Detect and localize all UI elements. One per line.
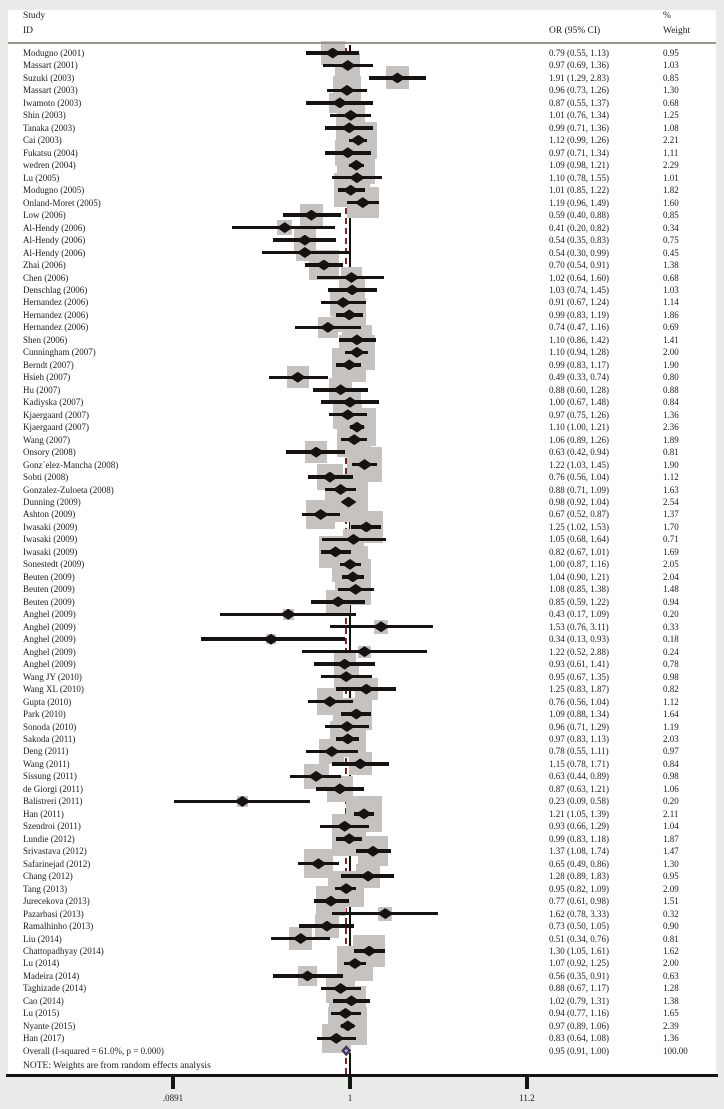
study-id-label: Massart (2001) bbox=[23, 60, 78, 71]
study-id-label: Madeira (2014) bbox=[23, 970, 80, 981]
column-header-percent: % bbox=[663, 11, 671, 21]
or-ci-label: 1.30 (1.05, 1.61) bbox=[549, 946, 609, 957]
weight-label: 0.63 bbox=[663, 970, 679, 981]
study-id-label: Hernandez (2006) bbox=[23, 309, 89, 320]
or-ci-label: 0.87 (0.63, 1.21) bbox=[549, 783, 609, 794]
or-ci-label: 1.07 (0.92, 1.25) bbox=[549, 958, 609, 969]
study-id-label: Tanaka (2003) bbox=[23, 122, 76, 133]
or-ci-label: 0.91 (0.67, 1.24) bbox=[549, 297, 609, 308]
weight-label: 1.06 bbox=[663, 783, 679, 794]
weight-label: 1.25 bbox=[663, 110, 679, 121]
weight-label: 2.00 bbox=[663, 958, 679, 969]
weight-label: 0.84 bbox=[663, 397, 679, 408]
study-id-label: Liu (2014) bbox=[23, 933, 62, 944]
or-ci-label: 0.93 (0.66, 1.29) bbox=[549, 821, 609, 832]
weight-label: 0.78 bbox=[663, 659, 679, 670]
or-ci-label: 0.34 (0.13, 0.93) bbox=[549, 634, 609, 645]
column-header-or: OR (95% CI) bbox=[549, 26, 601, 36]
weight-label: 0.24 bbox=[663, 646, 679, 657]
weight-label: 1.38 bbox=[663, 260, 679, 271]
or-ci-label: 1.10 (1.00, 1.21) bbox=[549, 422, 609, 433]
or-ci-label: 1.09 (0.88, 1.34) bbox=[549, 709, 609, 720]
weight-label: 2.21 bbox=[663, 135, 679, 146]
or-ci-label: 1.04 (0.90, 1.21) bbox=[549, 571, 609, 582]
or-ci-label: 1.02 (0.64, 1.60) bbox=[549, 272, 609, 283]
column-header-study: Study bbox=[23, 11, 46, 21]
or-ci-label: 0.54 (0.30, 0.99) bbox=[549, 247, 609, 258]
weight-label: 0.84 bbox=[663, 758, 679, 769]
weight-label: 1.51 bbox=[663, 896, 679, 907]
weight-label: 1.62 bbox=[663, 946, 679, 957]
study-id-label: Fukatsu (2004) bbox=[23, 147, 78, 158]
study-id-label: Cao (2014) bbox=[23, 995, 64, 1006]
weight-label: 1.11 bbox=[663, 147, 679, 158]
study-id-label: Hernandez (2006) bbox=[23, 297, 89, 308]
or-ci-label: 1.91 (1.29, 2.83) bbox=[549, 72, 609, 83]
study-id-label: Lundie (2012) bbox=[23, 833, 75, 844]
weight-label: 2.29 bbox=[663, 160, 679, 171]
study-id-label: Lu (2015) bbox=[23, 1008, 60, 1019]
study-id-label: Sissung (2011) bbox=[23, 771, 77, 782]
or-ci-label: 1.01 (0.85, 1.22) bbox=[549, 185, 609, 196]
weight-label: 1.47 bbox=[663, 846, 679, 857]
weight-label: 0.81 bbox=[663, 933, 679, 944]
weight-label: 0.32 bbox=[663, 908, 679, 919]
or-ci-label: 0.51 (0.34, 0.76) bbox=[549, 933, 609, 944]
study-id-label: Ashton (2009) bbox=[23, 509, 76, 520]
or-ci-label: 0.79 (0.55, 1.13) bbox=[549, 48, 609, 58]
weight-label: 0.20 bbox=[663, 796, 679, 807]
study-id-label: Denschlag (2006) bbox=[23, 284, 88, 295]
study-id-label: Al-Hendy (2006) bbox=[23, 247, 86, 258]
or-ci-label: 0.56 (0.35, 0.91) bbox=[549, 970, 609, 981]
study-id-label: Shin (2003) bbox=[23, 110, 66, 121]
or-ci-label: 0.85 (0.59, 1.22) bbox=[549, 596, 609, 607]
weight-label: 0.68 bbox=[663, 97, 679, 108]
overall-weight-label: 100.00 bbox=[663, 1045, 688, 1056]
study-id-label: Wang (2011) bbox=[23, 758, 70, 769]
weight-label: 1.12 bbox=[663, 472, 679, 483]
weight-label: 1.04 bbox=[663, 821, 679, 832]
weight-label: 0.80 bbox=[663, 372, 679, 383]
or-ci-label: 1.00 (0.67, 1.48) bbox=[549, 397, 609, 408]
or-ci-label: 0.70 (0.54, 0.91) bbox=[549, 260, 609, 271]
study-id-label: Dunning (2009) bbox=[23, 497, 81, 507]
weight-label: 1.28 bbox=[663, 983, 679, 994]
or-ci-label: 0.99 (0.71, 1.36) bbox=[549, 122, 609, 133]
or-ci-label: 1.10 (0.94, 1.28) bbox=[549, 347, 609, 358]
weight-label: 1.12 bbox=[663, 696, 679, 707]
or-ci-label: 0.94 (0.77, 1.16) bbox=[549, 1008, 609, 1019]
study-id-label: Hernandez (2006) bbox=[23, 322, 89, 333]
x-axis-tick-label: 1 bbox=[347, 1093, 353, 1103]
x-axis-tick bbox=[348, 1077, 352, 1089]
overall-label: Overall (I-squared = 61.0%, p = 0.000) bbox=[23, 1045, 164, 1056]
header-divider bbox=[8, 42, 716, 44]
or-ci-label: 0.93 (0.61, 1.41) bbox=[549, 659, 609, 670]
or-ci-label: 0.97 (0.83, 1.13) bbox=[549, 733, 609, 744]
or-ci-label: 1.28 (0.89, 1.83) bbox=[549, 871, 609, 882]
weight-label: 1.03 bbox=[663, 60, 679, 71]
or-ci-label: 1.10 (0.86, 1.42) bbox=[549, 334, 609, 345]
or-ci-label: 0.99 (0.83, 1.18) bbox=[549, 833, 609, 844]
study-id-label: wedren (2004) bbox=[23, 160, 76, 171]
study-id-label: Chang (2012) bbox=[23, 871, 73, 882]
or-ci-label: 0.65 (0.49, 0.86) bbox=[549, 858, 609, 869]
study-id-label: Cunningham (2007) bbox=[23, 347, 96, 358]
weight-label: 0.20 bbox=[663, 609, 679, 620]
study-id-label: Kadiyska (2007) bbox=[23, 397, 84, 408]
weight-label: 2.04 bbox=[663, 571, 679, 582]
study-id-label: Hsieh (2007) bbox=[23, 372, 71, 383]
study-id-label: Sonestedt (2009) bbox=[23, 559, 85, 570]
study-id-label: Deng (2011) bbox=[23, 746, 69, 757]
weight-label: 0.98 bbox=[663, 671, 679, 682]
or-ci-label: 0.98 (0.92, 1.04) bbox=[549, 497, 609, 507]
weight-label: 1.87 bbox=[663, 833, 679, 844]
weight-label: 1.36 bbox=[663, 409, 679, 420]
study-id-label: Iwasaki (2009) bbox=[23, 521, 78, 532]
study-id-label: Onland-Moret (2005) bbox=[23, 197, 101, 208]
study-id-label: Modugno (2005) bbox=[23, 185, 85, 196]
or-ci-label: 0.96 (0.73, 1.26) bbox=[549, 85, 609, 96]
weight-label: 0.95 bbox=[663, 48, 679, 58]
x-axis-tick-label: .0891 bbox=[162, 1093, 184, 1103]
weight-label: 0.88 bbox=[663, 384, 679, 395]
study-id-label: Beuten (2009) bbox=[23, 584, 75, 595]
study-id-label: Sobti (2008) bbox=[23, 472, 69, 483]
weight-label: 0.95 bbox=[663, 871, 679, 882]
study-id-label: Jurecekova (2013) bbox=[23, 896, 90, 907]
study-id-label: Shen (2006) bbox=[23, 334, 68, 345]
or-ci-label: 1.25 (0.83, 1.87) bbox=[549, 684, 609, 695]
weight-label: 2.36 bbox=[663, 422, 679, 433]
or-ci-label: 0.67 (0.52, 0.87) bbox=[549, 509, 609, 520]
weight-label: 0.97 bbox=[663, 746, 679, 757]
or-ci-label: 0.73 (0.50, 1.05) bbox=[549, 921, 609, 932]
study-id-label: Al-Hendy (2006) bbox=[23, 235, 86, 246]
weight-label: 1.30 bbox=[663, 85, 679, 96]
or-ci-label: 1.62 (0.78, 3.33) bbox=[549, 908, 609, 919]
study-id-label: Lu (2005) bbox=[23, 172, 60, 183]
study-id-label: Safarinejad (2012) bbox=[23, 858, 91, 869]
or-ci-label: 0.78 (0.55, 1.11) bbox=[549, 746, 609, 757]
study-id-label: Berndt (2007) bbox=[23, 359, 74, 370]
or-ci-label: 0.41 (0.20, 0.82) bbox=[549, 222, 609, 233]
weight-label: 0.75 bbox=[663, 235, 679, 246]
study-id-label: Han (2011) bbox=[23, 808, 64, 819]
study-id-label: Ramalhinho (2013) bbox=[23, 921, 94, 932]
study-id-label: Wang JY (2010) bbox=[23, 671, 82, 682]
weight-label: 1.08 bbox=[663, 122, 679, 133]
or-ci-label: 1.15 (0.78, 1.71) bbox=[549, 758, 609, 769]
or-ci-label: 1.12 (0.99, 1.26) bbox=[549, 135, 609, 146]
weight-label: 2.09 bbox=[663, 883, 679, 894]
study-id-label: Szendroi (2011) bbox=[23, 821, 81, 832]
or-ci-label: 1.10 (0.78, 1.55) bbox=[549, 172, 609, 183]
overall-or-ci-label: 0.95 (0.91, 1.00) bbox=[549, 1045, 609, 1056]
study-id-label: Srivastava (2012) bbox=[23, 846, 87, 857]
weight-label: 1.90 bbox=[663, 359, 679, 370]
weight-label: 1.63 bbox=[663, 484, 679, 495]
or-ci-label: 0.88 (0.67, 1.17) bbox=[549, 983, 609, 994]
or-ci-label: 0.88 (0.71, 1.09) bbox=[549, 484, 609, 495]
weight-label: 0.18 bbox=[663, 634, 679, 645]
or-ci-label: 0.97 (0.75, 1.26) bbox=[549, 409, 609, 420]
or-ci-label: 1.03 (0.74, 1.45) bbox=[549, 284, 609, 295]
study-id-label: Iwamoto (2003) bbox=[23, 97, 82, 108]
study-id-label: Park (2010) bbox=[23, 709, 66, 720]
weight-label: 2.05 bbox=[663, 559, 679, 570]
study-id-label: Anghel (2009) bbox=[23, 621, 76, 632]
or-ci-label: 0.59 (0.40, 0.88) bbox=[549, 210, 609, 221]
weight-label: 0.45 bbox=[663, 247, 679, 258]
study-id-label: Sonoda (2010) bbox=[23, 721, 77, 732]
weight-label: 0.98 bbox=[663, 771, 679, 782]
or-ci-label: 0.43 (0.17, 1.09) bbox=[549, 609, 609, 620]
study-id-label: Gupta (2010) bbox=[23, 696, 72, 707]
or-ci-label: 1.37 (1.08, 1.74) bbox=[549, 846, 609, 857]
or-ci-label: 0.95 (0.82, 1.09) bbox=[549, 883, 609, 894]
study-id-label: Anghel (2009) bbox=[23, 609, 76, 620]
study-id-label: Anghel (2009) bbox=[23, 659, 76, 670]
x-axis-tick bbox=[525, 1077, 529, 1089]
weight-label: 2.00 bbox=[663, 347, 679, 358]
weight-label: 1.30 bbox=[663, 858, 679, 869]
weight-label: 2.11 bbox=[663, 808, 679, 819]
weight-label: 1.36 bbox=[663, 1033, 679, 1044]
or-ci-label: 0.96 (0.71, 1.29) bbox=[549, 721, 609, 732]
or-ci-label: 0.63 (0.44, 0.89) bbox=[549, 771, 609, 782]
or-ci-label: 0.87 (0.55, 1.37) bbox=[549, 97, 609, 108]
weight-label: 0.94 bbox=[663, 596, 679, 607]
weight-label: 1.03 bbox=[663, 284, 679, 295]
study-id-label: Gonzalez-Zuloeta (2008) bbox=[23, 484, 114, 495]
weight-label: 1.48 bbox=[663, 584, 679, 595]
weight-label: 1.86 bbox=[663, 309, 679, 320]
weight-label: 1.01 bbox=[663, 172, 679, 183]
or-ci-label: 0.97 (0.89, 1.06) bbox=[549, 1020, 609, 1031]
or-ci-label: 0.76 (0.56, 1.04) bbox=[549, 696, 609, 707]
weight-label: 1.65 bbox=[663, 1008, 679, 1019]
study-id-label: Taghizade (2014) bbox=[23, 983, 87, 994]
weight-label: 0.82 bbox=[663, 684, 679, 695]
study-id-label: Han (2017) bbox=[23, 1033, 65, 1044]
column-header-id: ID bbox=[23, 26, 34, 36]
or-ci-label: 0.76 (0.56, 1.04) bbox=[549, 472, 609, 483]
or-ci-label: 1.53 (0.76, 3.11) bbox=[549, 621, 609, 632]
x-axis-line bbox=[6, 1074, 718, 1077]
weight-label: 1.64 bbox=[663, 709, 679, 720]
weight-label: 1.70 bbox=[663, 521, 679, 532]
or-ci-label: 1.25 (1.02, 1.53) bbox=[549, 521, 609, 532]
or-ci-label: 1.08 (0.85, 1.38) bbox=[549, 584, 609, 595]
weight-label: 1.38 bbox=[663, 995, 679, 1006]
weight-label: 0.34 bbox=[663, 222, 679, 233]
weight-label: 0.69 bbox=[663, 322, 679, 333]
or-ci-label: 1.06 (0.89, 1.26) bbox=[549, 434, 609, 445]
weight-label: 2.54 bbox=[663, 497, 679, 507]
weight-label: 1.19 bbox=[663, 721, 679, 732]
weight-label: 0.33 bbox=[663, 621, 679, 632]
study-id-label: Suzuki (2003) bbox=[23, 72, 75, 83]
study-id-label: de Giorgi (2011) bbox=[23, 783, 83, 794]
weight-label: 1.60 bbox=[663, 197, 679, 208]
or-ci-label: 1.01 (0.76, 1.34) bbox=[549, 110, 609, 121]
weight-label: 0.90 bbox=[663, 921, 679, 932]
or-ci-label: 0.83 (0.64, 1.08) bbox=[549, 1033, 609, 1044]
study-id-label: Nyante (2015) bbox=[23, 1020, 76, 1031]
or-ci-label: 0.54 (0.35, 0.83) bbox=[549, 235, 609, 246]
or-ci-label: 0.63 (0.42, 0.94) bbox=[549, 447, 609, 458]
or-ci-label: 0.99 (0.83, 1.17) bbox=[549, 359, 609, 370]
weight-label: 2.03 bbox=[663, 733, 679, 744]
study-id-label: Iwasaki (2009) bbox=[23, 534, 78, 545]
footnote: NOTE: Weights are from random effects analysis bbox=[23, 1061, 211, 1071]
study-id-label: Wang (2007) bbox=[23, 434, 71, 445]
study-id-label: Anghel (2009) bbox=[23, 646, 76, 657]
overall-marker-center bbox=[344, 1049, 348, 1053]
weight-label: 0.68 bbox=[663, 272, 679, 283]
study-id-label: Chen (2006) bbox=[23, 272, 69, 283]
weight-label: 0.85 bbox=[663, 72, 679, 83]
or-ci-label: 1.19 (0.96, 1.49) bbox=[549, 197, 609, 208]
study-id-label: Beuten (2009) bbox=[23, 571, 75, 582]
study-id-label: Anghel (2009) bbox=[23, 634, 76, 645]
study-id-label: Beuten (2009) bbox=[23, 596, 75, 607]
weight-label: 0.85 bbox=[663, 210, 679, 221]
study-id-label: Balistreri (2011) bbox=[23, 796, 83, 807]
study-id-label: Iwasaki (2009) bbox=[23, 546, 78, 557]
study-id-label: Hu (2007) bbox=[23, 384, 61, 395]
study-id-label: Al-Hendy (2006) bbox=[23, 222, 86, 233]
study-id-label: Wang XL (2010) bbox=[23, 684, 84, 695]
or-ci-label: 1.21 (1.05, 1.39) bbox=[549, 808, 609, 819]
weight-label: 2.39 bbox=[663, 1020, 679, 1031]
weight-label: 1.69 bbox=[663, 546, 679, 557]
or-ci-label: 1.00 (0.87, 1.16) bbox=[549, 559, 609, 570]
or-ci-label: 0.74 (0.47, 1.16) bbox=[549, 322, 609, 333]
or-ci-label: 0.97 (0.71, 1.34) bbox=[549, 147, 609, 158]
x-axis-tick bbox=[171, 1077, 175, 1089]
weight-label: 1.37 bbox=[663, 509, 679, 520]
study-id-label: Low (2006) bbox=[23, 210, 66, 221]
weight-label: 1.82 bbox=[663, 185, 679, 196]
or-ci-label: 1.02 (0.79, 1.31) bbox=[549, 995, 609, 1006]
study-id-label: Chattopadhyay (2014) bbox=[23, 946, 104, 957]
or-ci-label: 0.88 (0.60, 1.28) bbox=[549, 384, 609, 395]
or-ci-label: 0.23 (0.09, 0.58) bbox=[549, 796, 609, 807]
or-ci-label: 1.05 (0.68, 1.64) bbox=[549, 534, 609, 545]
study-id-label: Kjaergaard (2007) bbox=[23, 422, 90, 433]
study-id-label: Pazarbasi (2013) bbox=[23, 908, 84, 919]
study-id-label: Tang (2013) bbox=[23, 883, 68, 894]
study-id-label: Lu (2014) bbox=[23, 958, 60, 969]
x-axis-tick-label: 11.2 bbox=[519, 1093, 535, 1103]
study-id-label: Sakoda (2011) bbox=[23, 733, 76, 744]
weight-label: 1.90 bbox=[663, 459, 679, 470]
or-ci-label: 0.99 (0.83, 1.19) bbox=[549, 309, 609, 320]
column-header-weight: Weight bbox=[663, 26, 691, 36]
or-ci-label: 1.22 (0.52, 2.88) bbox=[549, 646, 609, 657]
study-id-label: Modugno (2001) bbox=[23, 48, 85, 58]
study-id-label: Kjaergaard (2007) bbox=[23, 409, 90, 420]
or-ci-label: 0.82 (0.67, 1.01) bbox=[549, 546, 609, 557]
study-id-label: Onsory (2008) bbox=[23, 447, 76, 458]
or-ci-label: 0.97 (0.69, 1.36) bbox=[549, 60, 609, 71]
weight-label: 1.41 bbox=[663, 334, 679, 345]
or-ci-label: 0.49 (0.33, 0.74) bbox=[549, 372, 609, 383]
study-id-label: Massart (2003) bbox=[23, 85, 78, 96]
or-ci-label: 0.95 (0.67, 1.35) bbox=[549, 671, 609, 682]
or-ci-label: 0.77 (0.61, 0.98) bbox=[549, 896, 609, 907]
weight-label: 0.71 bbox=[663, 534, 679, 545]
or-ci-label: 1.09 (0.98, 1.21) bbox=[549, 160, 609, 171]
weight-label: 1.89 bbox=[663, 434, 679, 445]
weight-label: 0.81 bbox=[663, 447, 679, 458]
or-ci-label: 1.22 (1.03, 1.45) bbox=[549, 459, 609, 470]
study-id-label: Gonz´elez-Mancha (2008) bbox=[23, 459, 119, 470]
study-id-label: Cai (2003) bbox=[23, 135, 62, 146]
study-id-label: Zhai (2006) bbox=[23, 260, 66, 271]
weight-label: 1.14 bbox=[663, 297, 679, 308]
